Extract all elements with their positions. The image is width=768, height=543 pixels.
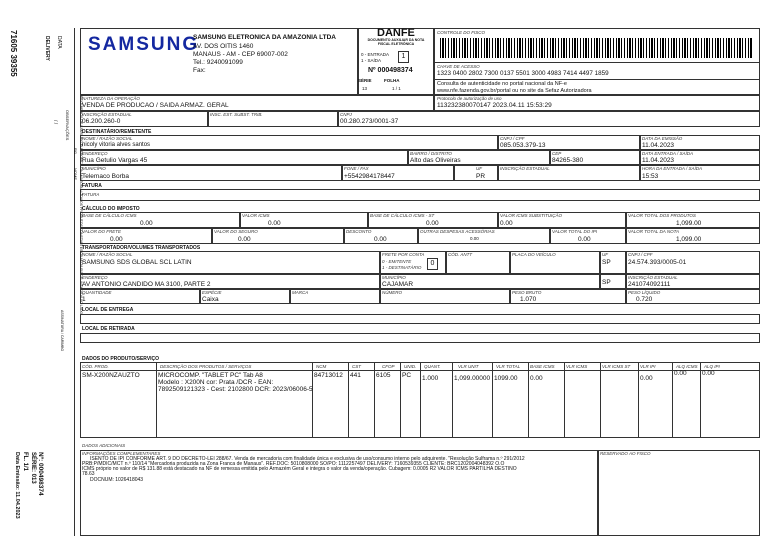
stub-date-slash: / / [52, 120, 58, 125]
col-header: VLR UNIT [458, 364, 479, 369]
base-icms: 0.00 [140, 220, 153, 227]
col-header: CÓD. PROD. [82, 364, 109, 369]
transport-section: TRANSPORTADOR/VOLUMES TRANSPORTADOS [82, 245, 201, 251]
ie-value: 06.200.260-0 [82, 118, 121, 125]
carrier-address-label: ENDEREÇO [82, 275, 108, 280]
carrier-uf-label: UF [602, 252, 608, 257]
recipient-date-label: DATA DA EMISSÃO [642, 136, 683, 141]
carrier-city: CAJAMAR [382, 281, 414, 288]
marca-label: MARCA [292, 290, 309, 295]
prod-desc2: Modelo : X200N cor: Prata /DCR - EAN: [158, 379, 274, 386]
consulta-line2: www.nfe.fazenda.gov.br/portal ou no site da Sefaz Autorizadora [437, 88, 592, 94]
prod-ncm: 84713012 [314, 372, 343, 379]
entrega-section: LOCAL DE ENTREGA [82, 307, 134, 313]
control-label: CONTROLE DO FISCO [437, 30, 486, 35]
ie-label: INSCRIÇÃO ESTADUAL [82, 112, 132, 117]
prod-cfop: 6105 [376, 372, 391, 379]
info-line1: ISENTO DE IPI CONFORME ART. 9 DO DECRETO-LEI 288/67. Venda de mercadoria com finalidade única e exclusiva de uso/consumo interno pelo adquirente. "Resolução Sulframa n.º 291/2012 [90, 456, 525, 462]
peso-bruto: 1.070 [520, 296, 537, 303]
table-column-divider [400, 362, 401, 438]
carrier-cnpj-label: CNPJ / CPF [628, 252, 653, 257]
especie-label: ESPÉCIE [202, 290, 222, 295]
recipient-cnpj-label: CNPJ / CPF [500, 136, 525, 141]
ipi: 0.00 [578, 236, 591, 243]
col-header: UNID. [404, 364, 417, 369]
stub-folha: FL. 1/1 [22, 452, 28, 472]
total-prod: 1,099.00 [676, 220, 702, 227]
frete-conta-value: 0 [427, 258, 438, 270]
prod-desc3: 7892509121323 - Cest: 2102800 DCR: 2023/06006-5 [158, 386, 313, 393]
stub-nfe-number: Nº: 000498374 [37, 452, 44, 496]
table-column-divider [492, 362, 493, 438]
peso-liq-label: PESO LÍQUIDO [628, 290, 661, 295]
stub-received-text: RECEBEMOS DE SAMSUNG ELETRONICA DA AMAZONIA LTDA OS PRODUTOS CONSTANTES DA NOTA FISCAL INDICADA AO LADO [79, 96, 83, 315]
col-header: CFOP [382, 364, 395, 369]
recipient-district-label: BAIRRO / DISTRITO [410, 151, 452, 156]
danfe-folha-value: 1 / 1 [392, 86, 401, 91]
seguro: 0.00 [238, 236, 251, 243]
carrier-ie-label: INSCRIÇÃO ESTADUAL [628, 275, 678, 280]
table-column-divider [312, 362, 313, 438]
table-column-divider [672, 362, 673, 438]
valor-icms-label: VALOR ICMS [242, 213, 270, 218]
table-column-divider [348, 362, 349, 438]
stub-date-label: DATA [56, 36, 62, 49]
emitter-name: SAMSUNG ELETRONICA DA AMAZONIA LTDA [193, 34, 336, 41]
stub-nf-number: 71605 39355 [9, 30, 18, 77]
base-st-label: BASE DE CÁLCULO ICMS - ST [370, 213, 435, 218]
recipient-phone: +5542984178447 [344, 173, 395, 180]
nature-value: VENDA DE PRODUCAO / SAIDA ARMAZ. GERAL [82, 102, 229, 109]
protocol-label: Protocolo de autorização de uso [437, 96, 502, 101]
recipient-ie-label: INSCRIÇÃO ESTADUAL [500, 166, 550, 171]
info-line2: PRB:P/MDIC/MCT n.º 110/14 "Mercadoria produzida na Zona Franca de Manaus". REF.DOC: 5010808000 SO/PO: 1112257497 DELIVERY: 7160539355 CLIENTE: BRC1202004048392 O.O [82, 461, 505, 467]
valor-icms: 0.00 [268, 220, 281, 227]
nature-label: NATUREZA DA OPERAÇÃO [82, 96, 140, 101]
total-nota-label: VALOR TOTAL DA NOTA [628, 229, 680, 234]
prod-aliq-ipi: 0.00 [702, 370, 715, 377]
table-column-divider [600, 362, 601, 438]
table-column-divider [156, 362, 157, 438]
additional-section: DADOS ADICIONAIS [82, 443, 126, 448]
emitter-tel: Tel.: 9240091099 [193, 59, 243, 66]
products-section: DADOS DO PRODUTO/SERVIÇO [82, 356, 160, 362]
col-header: DESCRIÇÃO DOS PRODUTOS / SERVIÇOS [160, 364, 252, 369]
col-header: CST [352, 364, 361, 369]
recipient-city: Telemaco Borba [82, 173, 129, 180]
info-line3: ICMS próprio no valor de R$ 131.88 está destacado na NF de remessa emitida pelo Armazém Geral e integra o valor da venda/operação. Cubagem: 0.0005 R2 VALOR ICMS PARTILHA DESTINO [82, 466, 517, 472]
recipient-address: Rua Getulio Vargas 45 [82, 157, 148, 164]
info-line4: 78.63 [82, 471, 95, 477]
stub-serie: SÉRIE: 013 [30, 452, 36, 484]
frete: 0.00 [110, 236, 123, 243]
recipient-name: nicoly vitoria alves santos [82, 142, 151, 148]
table-column-divider [452, 362, 453, 438]
invoice-section: FATURA [82, 183, 102, 189]
recipient-uf: PR [476, 173, 486, 180]
recipient-section: DESTINATÁRIO/REMETENTE [82, 129, 152, 135]
carrier-name-label: NOME / RAZÃO SOCIAL [82, 252, 133, 257]
carrier-uf: SP [602, 259, 611, 266]
base-st: 0.00 [426, 220, 439, 227]
stub-rg-label: RG [73, 148, 78, 154]
especie: Caixa [202, 296, 219, 303]
danfe-title: DANFE [377, 27, 415, 39]
ie-st-label: INSC. EST. SUBST. TRIB. [210, 112, 263, 117]
prod-vunit: 1,099.00000 [454, 375, 491, 382]
table-column-divider [420, 362, 421, 438]
recipient-date: 11.04.2023 [642, 142, 675, 149]
protocol-value: 113232380070147 2023.04.11 15:53:29 [437, 102, 552, 109]
prod-vtotal: 1099.00 [494, 375, 518, 382]
valor-st: 0.00 [500, 220, 513, 227]
consulta-line1: Consulta de autenticidade no portal nacional da NF-e [437, 81, 567, 87]
frete-conta-label: FRETE POR CONTA [382, 252, 425, 257]
seguro-label: VALOR DO SEGURO [214, 229, 258, 234]
emitter-city: MANAUS - AM - CEP 69007-002 [193, 51, 288, 58]
stub-sign-label: ASSINATURA / CARIMBO [60, 310, 64, 352]
emitter-fax: Fax: [193, 67, 206, 74]
recipient-time: 15:53 [642, 173, 659, 180]
carrier-uf2: SP [602, 279, 611, 286]
recipient-date-out-label: DATA ENTRADA / SAÍDA [642, 151, 694, 156]
carrier-ie: 241074092111 [628, 281, 671, 288]
table-column-divider [564, 362, 565, 438]
outras-label: OUTRAS DESPESAS ACESSÓRIAS [420, 229, 495, 234]
danfe-entrada: 0 - ENTRADA [361, 52, 390, 57]
recipient-uf-label: UF [476, 166, 482, 171]
recipient-address-label: ENDEREÇO [82, 151, 108, 156]
col-header: NCM [316, 364, 327, 369]
prod-desc1: MICROCOMP. "TABLET PC" Tab A8 [158, 372, 263, 379]
antt-label: CÓD. ANTT [448, 252, 473, 257]
outras: 0.00 [470, 236, 479, 241]
table-column-divider [638, 362, 639, 438]
total-nota: 1,099.00 [676, 236, 702, 243]
danfe-serie-value: 13 [362, 86, 368, 91]
barcode [440, 38, 752, 58]
col-header: BASE ICMS [530, 364, 555, 369]
carrier-city-label: MUNICÍPIO [382, 275, 406, 280]
base-icms-label: BASE DE CÁLCULO ICMS [82, 213, 137, 218]
col-header: ALQ ICMS [676, 364, 698, 369]
prod-quant: 1.000 [422, 375, 439, 382]
stub-delivery-label: DELIVERY [44, 36, 50, 61]
numero-label: NÚMERO [382, 290, 402, 295]
peso-liq: 0.720 [636, 296, 653, 303]
placa-label: PLACA DO VEÍCULO [512, 252, 556, 257]
stub-emissao: Data Emissão: 11.04.2023 [14, 452, 20, 519]
carrier-cnpj: 24.574.393/0005-01 [628, 259, 687, 266]
carrier-name: SAMSUNG SDS GLOBAL SCL LATIN [82, 259, 192, 266]
recipient-cep: 84265-380 [552, 157, 584, 164]
stub-obs-label: OBSERVAÇÕES [65, 110, 70, 141]
danfe-number: Nº 000498374 [368, 67, 413, 74]
danfe-serie-label: SÉRIE [358, 78, 372, 83]
col-header: VLR IPI [640, 364, 656, 369]
frete-opt1: 0 - EMITENTE [382, 259, 412, 264]
valor-st-label: VALOR ICMS SUBSTITUIÇÃO [500, 213, 563, 218]
col-header: VLR TOTAL [496, 364, 521, 369]
cnpj-label: CNPJ [340, 112, 352, 117]
col-header: VLR ICMS [566, 364, 588, 369]
recipient-time-label: HORA DA ENTRADA / SAÍDA [642, 166, 703, 171]
retirada-section: LOCAL DE RETIRADA [82, 326, 135, 332]
desconto: 0.00 [374, 236, 387, 243]
info-label: INFORMAÇÕES COMPLEMENTARES [82, 451, 161, 456]
danfe-folha-label: FOLHA [384, 78, 400, 83]
col-header: QUANT. [424, 364, 441, 369]
access-key: 1323 0400 2802 7300 0137 5501 3000 4983 7414 4497 1859 [437, 70, 609, 77]
recipient-date-out: 11.04.2023 [642, 157, 675, 164]
recipient-cep-label: CEP [552, 151, 562, 156]
qty-label: QUANTIDADE [82, 290, 112, 295]
cnpj-value: 00.280.273/0001-37 [340, 118, 399, 125]
frete-opt2: 1 - DESTINATÁRIO [382, 265, 422, 270]
info-line5: DOCNUM: 1026418043 [90, 477, 144, 483]
recipient-phone-label: FONE / FAX [344, 166, 369, 171]
desconto-label: DESCONTO [346, 229, 372, 234]
total-prod-label: VALOR TOTAL DOS PRODUTOS [628, 213, 696, 218]
col-header: ALQ IPI [704, 364, 720, 369]
qty: 1 [82, 296, 86, 303]
carrier-address: AV ANTONIO CANDIDO MA 3100, PARTE 2 [82, 281, 211, 288]
samsung-logo: SAMSUNG [88, 34, 200, 55]
table-column-divider [374, 362, 375, 438]
danfe-saida: 1 - SAÍDA [361, 58, 382, 63]
stub-divider [74, 28, 75, 536]
tax-section: CÁLCULO DO IMPOSTO [82, 206, 140, 212]
prod-unid: PC [402, 372, 412, 379]
prod-code: SM-X200NZAUZTO [82, 372, 140, 379]
danfe-subtitle: DOCUMENTO AUXILIAR DA NOTA FISCAL ELETRÔNICA [367, 38, 425, 46]
prod-aliq-icms: 0.00 [674, 370, 687, 377]
peso-bruto-label: PESO BRUTO [512, 290, 542, 295]
ipi-label: VALOR TOTAL DO IPI [552, 229, 598, 234]
col-header: VLR ICMS ST [602, 364, 631, 369]
recipient-cnpj: 085.053.379-13 [500, 142, 546, 149]
prod-ipi: 0.00 [640, 375, 653, 382]
key-label: CHAVE DE ACESSO [437, 64, 480, 69]
stub-name-label: NOME [73, 168, 78, 180]
emitter-address: AV. DOS OITIS 1460 [193, 43, 254, 50]
danfe-type-value: 1 [398, 51, 409, 63]
prod-cst: 441 [350, 372, 361, 379]
recipient-district: Alto das Oliveiras [410, 157, 461, 164]
fisco-label: RESERVADO AO FISCO [600, 451, 651, 456]
frete-label: VALOR DO FRETE [82, 229, 122, 234]
recipient-city-label: MUNICÍPIO [82, 166, 106, 171]
invoice-label: FATURA [82, 192, 100, 197]
recipient-name-label: NOME / RAZÃO SOCIAL [82, 136, 133, 141]
prod-base: 0.00 [530, 375, 543, 382]
table-column-divider [700, 362, 701, 438]
table-column-divider [528, 362, 529, 438]
